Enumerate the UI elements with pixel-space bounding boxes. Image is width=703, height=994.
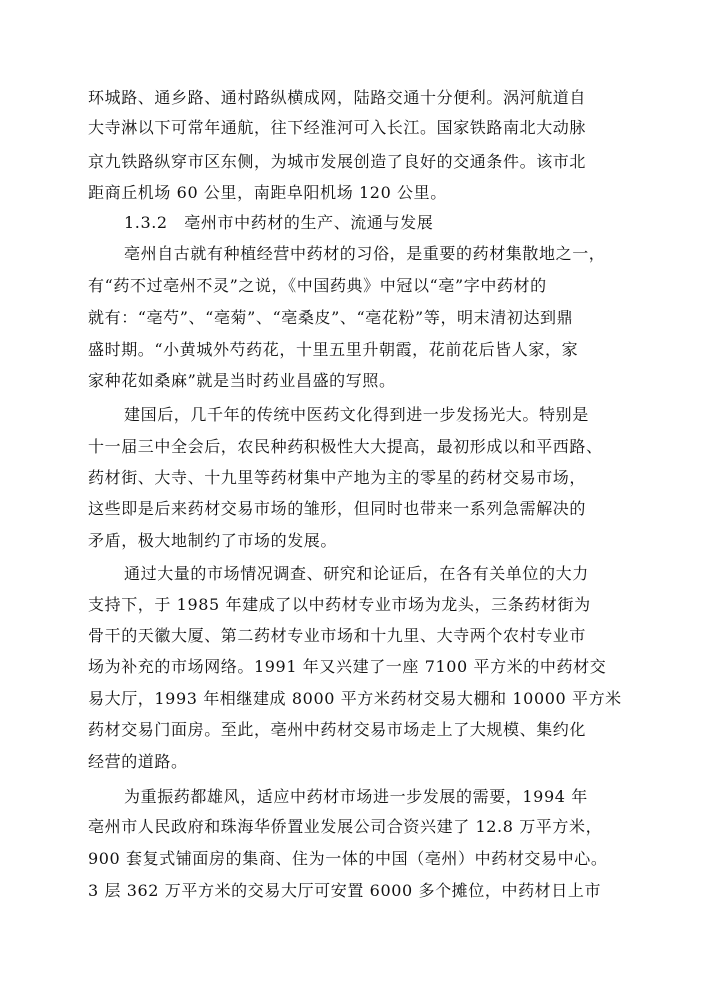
text-line-14: 这些即是后来药材交易市场的雏形，但同时也带来一系列急需解决的 [88, 499, 587, 518]
section-heading: 1.3.2 亳州市中药材的生产、流通与发展 [124, 213, 434, 232]
text-line-24: 亳州市人民政府和珠海华侨置业发展公司合资兴建了 12.8 万平方米， [88, 817, 603, 836]
text-line-20: 易大厅，1993 年相继建成 8000 平方米药材交易大棚和 10000 平方米 [88, 689, 622, 708]
text-line-7: 有“药不过亳州不灵”之说，《中国药典》中冠以“亳”字中药材的 [88, 276, 547, 295]
text-line-22: 经营的道路。 [88, 752, 188, 771]
text-line-10: 家种花如桑麻”就是当时药业昌盛的写照。 [88, 371, 396, 390]
text-line-15: 矛盾，极大地制约了市场的发展。 [88, 531, 338, 550]
text-line-25: 900 套复式铺面房的集商、住为一体的中国（亳州）中药材交易中心。 [88, 849, 608, 868]
text-line-6: 亳州自古就有种植经营中药材的习俗，是重要的药材集散地之一， [124, 244, 606, 263]
text-line-12: 十一届三中全会后，农民种药积极性大大提高，最初形成以和平西路、 [88, 437, 603, 456]
text-line-23: 为重振药都雄风，适应中药材市场进一步发展的需要，1994 年 [124, 787, 588, 806]
text-line-13: 药材街、大寺、十九里等药材集中产地为主的零星的药材交易市场， [88, 468, 587, 487]
text-line-1: 环城路、通乡路、通村路纵横成网，陆路交通十分便利。涡河航道自 [88, 88, 587, 107]
text-line-18: 骨干的天徽大厦、第二药材专业市场和十九里、大寺两个农村专业市 [88, 626, 587, 645]
text-line-26: 3 层 362 万平方米的交易大厅可安置 6000 多个摊位，中药材日上市 [88, 881, 602, 900]
text-line-19: 场为补充的市场网络。1991 年又兴建了一座 7100 平方米的中药材交 [88, 657, 607, 676]
text-line-3: 京九铁路纵穿市区东侧，为城市发展创造了良好的交通条件。该市北 [88, 152, 587, 171]
text-line-4: 距商丘机场 60 公里，南距阜阳机场 120 公里。 [88, 183, 447, 202]
text-line-21: 药材交易门面房。至此，亳州中药材交易市场走上了大规模、集约化 [88, 720, 587, 739]
text-line-2: 大寺淋以下可常年通航，往下经淮河可入长江。国家铁路南北大动脉 [88, 118, 587, 137]
text-line-16: 通过大量的市场情况调查、研究和论证后，在各有关单位的大力 [124, 564, 589, 583]
text-line-11: 建国后，几千年的传统中医药文化得到进一步发扬光大。特别是 [124, 405, 589, 424]
text-line-9: 盛时期。“小黄城外芍药花，十里五里升朝霞，花前花后皆人家，家 [88, 340, 579, 359]
text-line-8: 就有：“亳芍”、“亳菊”、“亳桑皮”、“亳花粉”等，明末清初达到鼎 [88, 308, 574, 327]
text-line-17: 支持下，于 1985 年建成了以中药材专业市场为龙头，三条药材街为 [88, 595, 591, 614]
